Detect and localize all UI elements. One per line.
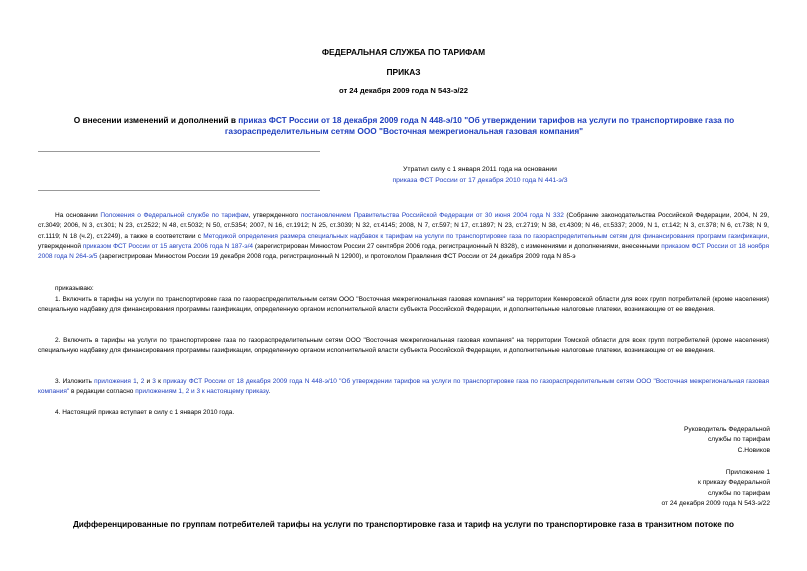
item-3-text-5: в редакции согласно: [69, 388, 136, 396]
order-word: приказываю:: [55, 285, 94, 292]
doc-type-heading: ПРИКАЗ: [386, 67, 421, 77]
agency-heading: ФЕДЕРАЛЬНАЯ СЛУЖБА ПО ТАРИФАМ: [321, 47, 486, 57]
item-4: 4. Настоящий приказ вступает в силу с 1 января 2010 года.: [55, 409, 235, 416]
item-3-text-6: .: [268, 388, 271, 396]
signature-line-1: Руководитель Федеральной: [684, 426, 770, 433]
signature-name: С.Новиков: [737, 446, 770, 454]
item-3-text-2: ,: [136, 378, 141, 385]
preamble-link-regulation[interactable]: Положения о Федеральной службе по тарифам: [100, 212, 249, 219]
item-3-text-1: 3. Изложить: [55, 378, 95, 385]
item-3-text-4: к: [155, 378, 164, 385]
appendix-heading: Дифференцированные по группам потребителей тарифы на услуги по транспортировке газа и тариф на услуги по транспортировке газа в транзитном потоке по: [72, 520, 735, 529]
preamble-text-2: , утвержденного: [248, 212, 301, 219]
appendix-line-2: к приказу Федеральной: [698, 479, 770, 487]
preamble-text-1: На основании: [55, 212, 101, 219]
signature-block: [570, 425, 770, 456]
doc-date-number: от 24 декабря 2009 года N 543-э/22: [339, 86, 468, 95]
lost-force-note: [280, 164, 680, 186]
preamble-text-6: (зарегистрирован Минюстом России 19 декабря 2008 года, регистрационный N 12900), и протоколом Правления ФСТ России от 24 декабря 2009 года N 85-э: [97, 253, 576, 261]
appendix-line-1: Приложение 1: [725, 469, 770, 476]
divider-top: [38, 151, 320, 152]
item-3-link-app1[interactable]: приложения 1: [94, 378, 137, 385]
lost-force-text: Утратил силу с 1 января 2011 года на основании: [403, 166, 557, 173]
document-title: [48, 115, 760, 137]
preamble-link-order-187[interactable]: приказом ФСТ России от 15 августа 2006 года N 187-э/4: [82, 242, 254, 250]
divider-bottom: [38, 190, 320, 191]
item-3-link-app3[interactable]: 3: [152, 378, 156, 385]
signature-line-2: службы по тарифам: [707, 436, 770, 444]
preamble-link-order-264[interactable]: приказом ФСТ России от 18 ноября 2008 года N 264-э/5: [38, 242, 769, 261]
item-3-text-3: и: [144, 378, 153, 385]
appendix-line-4: от 24 декабря 2009 года N 543-э/22: [661, 499, 770, 507]
item-1: 1. Включить в тарифы на услуги по транспортировке газа по газораспределительным сетям ООО "Восточная межрегиональная газовая компания" на территории Кемеровской области для всех групп потребителей (кроме населения) специальную надбавку для финансирования программы газификации, определенную органом исполнительной власти субъекта Российской Федерации, и дополнительные налоговые платежи, возникающие от ее введения.: [38, 296, 769, 314]
item-3-link-order-448[interactable]: приказу ФСТ России от 18 декабря 2009 года N 448-э/10 "Об утверждении тарифов на услуги по транспортировке газа по газораспределительным сетям ООО "Восточная межрегиональная газовая компания": [38, 378, 769, 396]
preamble-link-methodology[interactable]: Методикой определения размера специальных надбавок к тарифам на услуги по транспортировке газа по газораспределительным сетям для финансирования программ газификации: [203, 232, 768, 240]
title-link[interactable]: приказ ФСТ России от 18 декабря 2009 года N 448-э/10 "Об утверждении тарифов на услуги по транспортировке газа по газораспределительным сетям ООО "Восточная межрегиональная газовая компания": [224, 115, 735, 136]
preamble-link-decree[interactable]: постановлением Правительства Российской Федерации от 30 июня 2004 года N 332: [300, 212, 564, 219]
preamble-text-3: (Собрание законодательства Российской Федерации, 2004, N 29, ст.3049; 2006, N 3, ст.301; N 23, ст.2522; N 48, ст.5032; N 50, ст.5354; 2007, N 16, ст.1912; N 25, ст.3039; N 32, ст.4145; 2008, N 7, ст.597; N 17, ст.1897; N 23, ст.2719; N 38, ст.4309; N 46, ст.5337; 2009, N 1, ст.142; N 3, ст.378; N 6, ст.738; N 9, ст.1119; N 18 (ч.2), ст.2249), а также в соответствии с: [38, 212, 769, 240]
appendix-line-3: службы по тарифам: [707, 489, 770, 497]
item-3: [38, 377, 769, 398]
lost-force-link[interactable]: приказа ФСТ России от 17 декабря 2010 года N 441-э/3: [392, 177, 568, 184]
preamble-text-5: (зарегистрирован Минюстом России 27 сентября 2006 года, регистрационный N 8328), с изменениями и дополнениями, внесенными: [253, 242, 662, 250]
item-3-link-app2[interactable]: 2: [140, 378, 145, 385]
item-3-link-apps-123[interactable]: приложениям 1, 2 и 3 к настоящему приказу: [135, 388, 269, 396]
preamble-text-4: , утвержденной: [38, 232, 769, 250]
preamble-paragraph: [38, 211, 769, 262]
item-2: 2. Включить в тарифы на услуги по транспортировке газа по газораспределительным сетям ООО "Восточная межрегиональная газовая компания" на территории Томской области для всех групп потребителей (кроме населения) специальную надбавку для финансирования программы газификации, определенную органом исполнительной власти субъекта Российской Федерации, и дополнительные налоговые платежи, возникающие от ее введения.: [38, 337, 769, 355]
title-prefix: О внесении изменений и дополнений в: [73, 115, 239, 125]
appendix-block: [570, 468, 770, 509]
